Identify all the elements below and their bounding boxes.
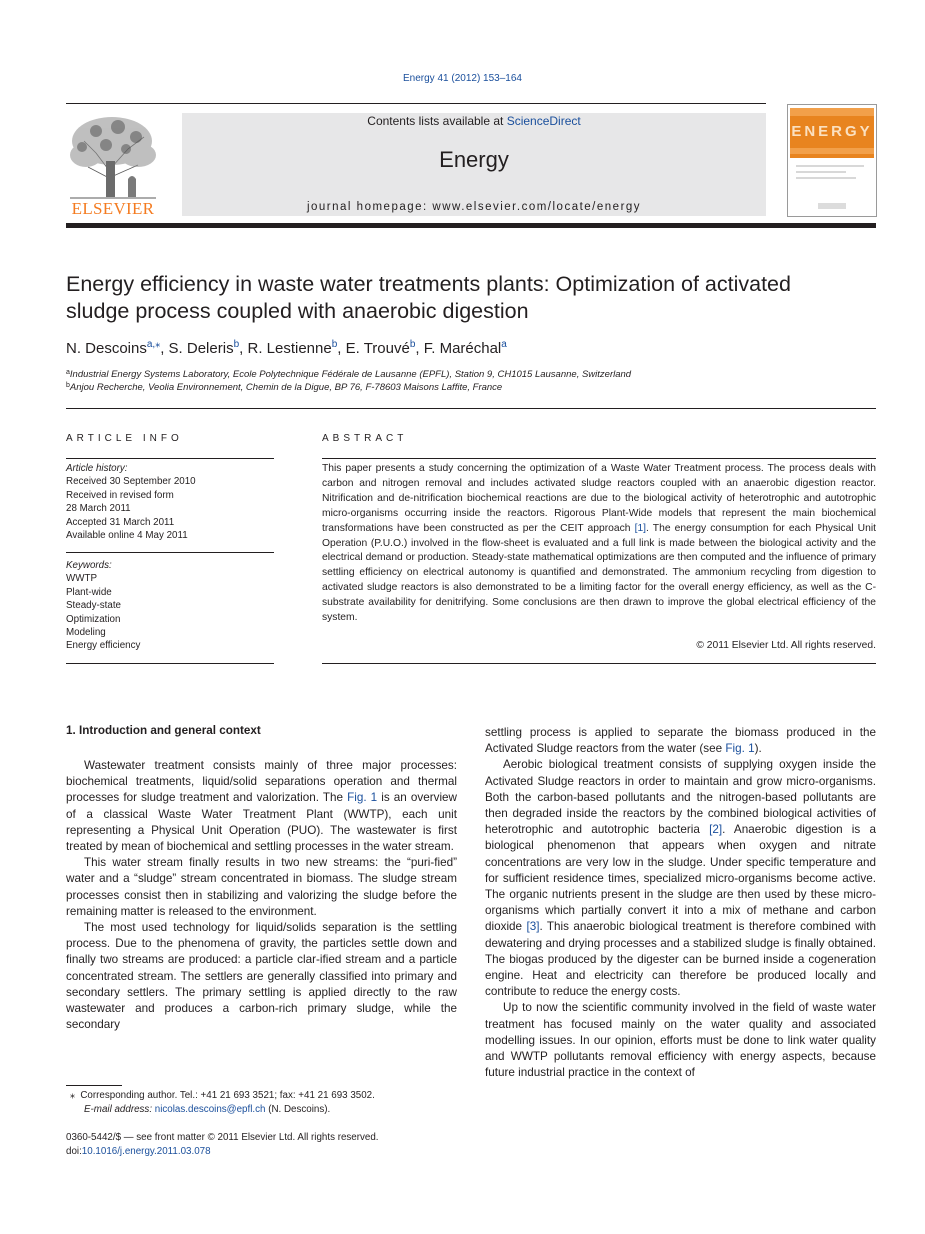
affiliation-text: Industrial Energy Systems Laboratory, Ecole Polytechnique Fédérale de Lausanne (EPFL), Station 9, CH1015 Lausanne, Switzerland — [69, 369, 632, 380]
text-run: Wastewater treatment consists mainly of three major processes: biochemical treatments, liquid/solid separations operation and thermal processes for sludge treatment and valorization. The — [66, 759, 457, 805]
left-column — [66, 758, 457, 1033]
author-affil-sup[interactable]: a,⁎ — [146, 339, 161, 350]
email-label: E-mail address: — [84, 1104, 155, 1115]
author-affil-sup[interactable]: a — [501, 339, 507, 350]
affiliation-sup: b — [66, 382, 70, 389]
paragraph — [66, 758, 457, 855]
contents-line — [182, 114, 766, 128]
title-block-rule — [66, 408, 876, 409]
right-column — [485, 725, 876, 1081]
journal-homepage[interactable]: journal homepage: www.elsevier.com/locate/energy — [306, 201, 642, 213]
keyword: Plant-wide — [66, 586, 112, 598]
text-run: . This anaerobic biological treatment is therefore combined with dewatering and drying processes and a stabilized sludge is finally obtained. The biogas produced by the digester can be burned inside a cogeneration engine. Heat and electricity can therefore be produced locally and contribute to reduce the energy costs. — [485, 920, 876, 999]
author-sep: , — [415, 340, 424, 357]
contents-prefix: Contents lists available at — [367, 114, 507, 128]
history-label: Article history: — [66, 463, 128, 474]
history-item: Available online 4 May 2011 — [66, 530, 188, 542]
keywords-rule — [66, 552, 274, 553]
journal-cover[interactable] — [787, 104, 877, 217]
keywords-block — [66, 559, 274, 653]
doi-label: doi: — [66, 1146, 82, 1157]
keyword: Steady-state — [66, 600, 122, 612]
abstract-part: . The energy consumption for each Physical Unit Operation (P.U.O.) involved in the flow-sheet is evaluated and a full link is made between the biological activity and the electrical demand or production. Steady-state mathematical optimizations are then computed and the influence of primary settling efficiency on electrical autonomy is quantified and demonstrated. The ammonium recycling from digestion to activated sludge reactors is also demonstrated to be a limiting factor for the overall energy efficiency, as well as the C-substrate availability for denitrifying. Some conclusions are then drawn to improve the global electrical efficiency of the system. — [322, 522, 876, 624]
author-sep: , — [337, 340, 346, 357]
issn-line: 0360-5442/$ — see front matter © 2011 Elsevier Ltd. All rights reserved. — [66, 1132, 379, 1143]
abstract-heading: ABSTRACT — [322, 433, 408, 444]
abstract-rule — [322, 458, 876, 459]
article-history — [66, 462, 274, 542]
cover-line — [796, 165, 864, 167]
abstract-text — [322, 462, 876, 626]
email-footnote — [84, 1103, 330, 1116]
article-info-bottom-rule — [66, 663, 274, 664]
cover-line — [796, 177, 856, 179]
cover-bottom-strip — [790, 148, 874, 154]
cover-line — [796, 171, 846, 173]
author-affil-sup[interactable]: b — [409, 339, 416, 350]
title-line: sludge process coupled with anaerobic digestion — [66, 299, 529, 323]
elsevier-logo[interactable] — [66, 113, 160, 217]
history-item: Accepted 31 March 2011 — [66, 516, 175, 528]
reference-link[interactable]: [2] — [709, 823, 723, 837]
corresponding-footnote — [70, 1089, 375, 1102]
history-item: 28 March 2011 — [66, 503, 131, 515]
journal-banner — [182, 113, 766, 216]
keyword: Modeling — [66, 627, 106, 639]
article-info-rule — [66, 458, 274, 459]
affiliation — [66, 382, 502, 393]
asterisk-icon: ⁎ — [70, 1090, 81, 1101]
author-affil-sup[interactable]: b — [331, 339, 338, 350]
paragraph — [485, 725, 876, 757]
reference-link[interactable]: [1] — [634, 522, 647, 534]
keyword: WWTP — [66, 573, 98, 585]
paragraph: The most used technology for liquid/solids separation is the settling process. Due to the phenomena of gravity, the particles settle down and finally two streams are produced: a particle clar-ified stream and a particle concentrated stream. The settlers are generally classified into primary and secondary settlers. The primary settling is applied directly to the raw wastewater and produces a carbon-rich primary sludge, while the secondary — [66, 921, 457, 1032]
figure-link[interactable]: Fig. 1 — [725, 742, 755, 756]
title-line: Energy efficiency in waste water treatments plants: Optimization of activated — [66, 272, 791, 296]
figure-link[interactable]: Fig. 1 — [347, 791, 378, 805]
cover-art — [790, 108, 874, 158]
keyword: Energy efficiency — [66, 640, 141, 652]
affiliation-text: Anjou Recherche, Veolia Environnement, Chemin de la Digue, BP 76, F-78603 Maisons Laffite, France — [69, 382, 503, 393]
author-name: N. Descoins — [66, 340, 147, 357]
article-info-heading: ARTICLE INFO — [66, 433, 183, 444]
text-run: Aerobic biological treatment consists of supplying oxygen inside the Activated Sludge reactors in order to maintain and grow micro-organisms. Both the carbon-based pollutants and the nitrogen-based pollutants are then degraded inside the reactors by the combined biological activities of heterotrophic and autotrophic bacteria — [485, 758, 876, 837]
author-sep: , — [239, 340, 248, 357]
doi-link[interactable]: 10.1016/j.energy.2011.03.078 — [81, 1146, 211, 1157]
affiliation — [66, 369, 631, 380]
keywords-label: Keywords: — [66, 560, 112, 571]
reference-link[interactable]: [3] — [526, 920, 540, 934]
header-thick-rule — [66, 223, 876, 228]
keyword: Optimization — [66, 613, 121, 625]
paragraph — [485, 757, 876, 1000]
doi-line — [66, 1145, 211, 1158]
affiliation-sup: a — [66, 369, 70, 376]
abstract-copyright: © 2011 Elsevier Ltd. All rights reserved. — [696, 640, 876, 651]
author-name: S. Deleris — [168, 340, 234, 357]
text-run: ). — [754, 742, 762, 756]
cover-top-strip — [790, 108, 874, 116]
article-title — [66, 271, 876, 325]
history-item: Received in revised form — [66, 489, 174, 501]
paragraph: Up to now the scientific community involved in the field of waste water treatment has focused mainly on the water quality and associated modelling issues. In our opinion, efforts must be done to link water quality and WWTP pollutants removal efficiency with energy aspects, because future industrial practice in the context of — [485, 1001, 876, 1080]
author-name: R. Lestienne — [247, 340, 332, 357]
email-suffix: (N. Descoins). — [265, 1104, 331, 1115]
history-item: Received 30 September 2010 — [66, 476, 196, 488]
text-run: settling process is applied to separate the biomass produced in the Activated Sludge reactors from the water (see — [485, 726, 876, 756]
sciencedirect-link[interactable]: ScienceDirect — [506, 114, 581, 128]
author-sep: , — [160, 340, 169, 357]
text-run: . Anaerobic digestion is a biological phenomenon that appears when oxygen and nitrate concentrations are very low in the sludge. Under specific temperature and for sufficient residence times, specialized micro-organisms become active. The organic nutrients present in the sludge are then used by these micro-organisms which partially convert it into a mix of methane and carbon dioxide — [485, 823, 876, 934]
elsevier-wordmark: ELSEVIER — [71, 199, 155, 218]
paragraph: This water stream finally results in two new streams: the “puri-fied” water and a “sludge” stream concentrated in biomass. The sludge stream processes consist then in stabilizing and valorizing the sludge before the remaining matter is released to the environment. — [66, 856, 457, 918]
cover-logo-mark — [818, 203, 846, 209]
header-rule — [66, 103, 766, 104]
abstract-part: This paper presents a study concerning the optimization of a Waste Water Treatment process. The process deals with carbon and nitrogen removal and includes activated sludge reactors coupled with an anaerobic digestion reactor. Nitrification and de-nitrification biochemical reactions are due to the biological activity of heterotrophic and autotrophic micro-organisms occurring inside the reactors. Rigorous Plant-Wide models that represent the main biochemical transformations have been constructed as per the CEIT approach — [322, 463, 876, 534]
abstract-bottom-rule — [322, 663, 876, 664]
footnote-rule — [66, 1085, 122, 1086]
email-link[interactable]: nicolas.descoins@epfl.ch — [154, 1104, 266, 1115]
author-affil-sup[interactable]: b — [233, 339, 240, 350]
text-run: is an overview of a classical Waste Water Treatment Plant (WWTP), each unit representing a Physical Unit Operation (PUO). The wastewater is first treated by mean of biochemical and settling processes in the water stream. — [66, 791, 457, 854]
footnote-text: Corresponding author. Tel.: +41 21 693 3521; fax: +41 21 693 3502. — [80, 1090, 375, 1101]
journal-name: Energy — [439, 147, 509, 172]
author-list — [66, 339, 876, 357]
author-name: E. Trouvé — [345, 340, 410, 357]
author-name: F. Maréchal — [423, 340, 502, 357]
journal-citation[interactable]: Energy 41 (2012) 153–164 — [403, 73, 522, 84]
section-heading: 1. Introduction and general context — [66, 724, 261, 737]
cover-word: ENERGY — [791, 123, 873, 140]
